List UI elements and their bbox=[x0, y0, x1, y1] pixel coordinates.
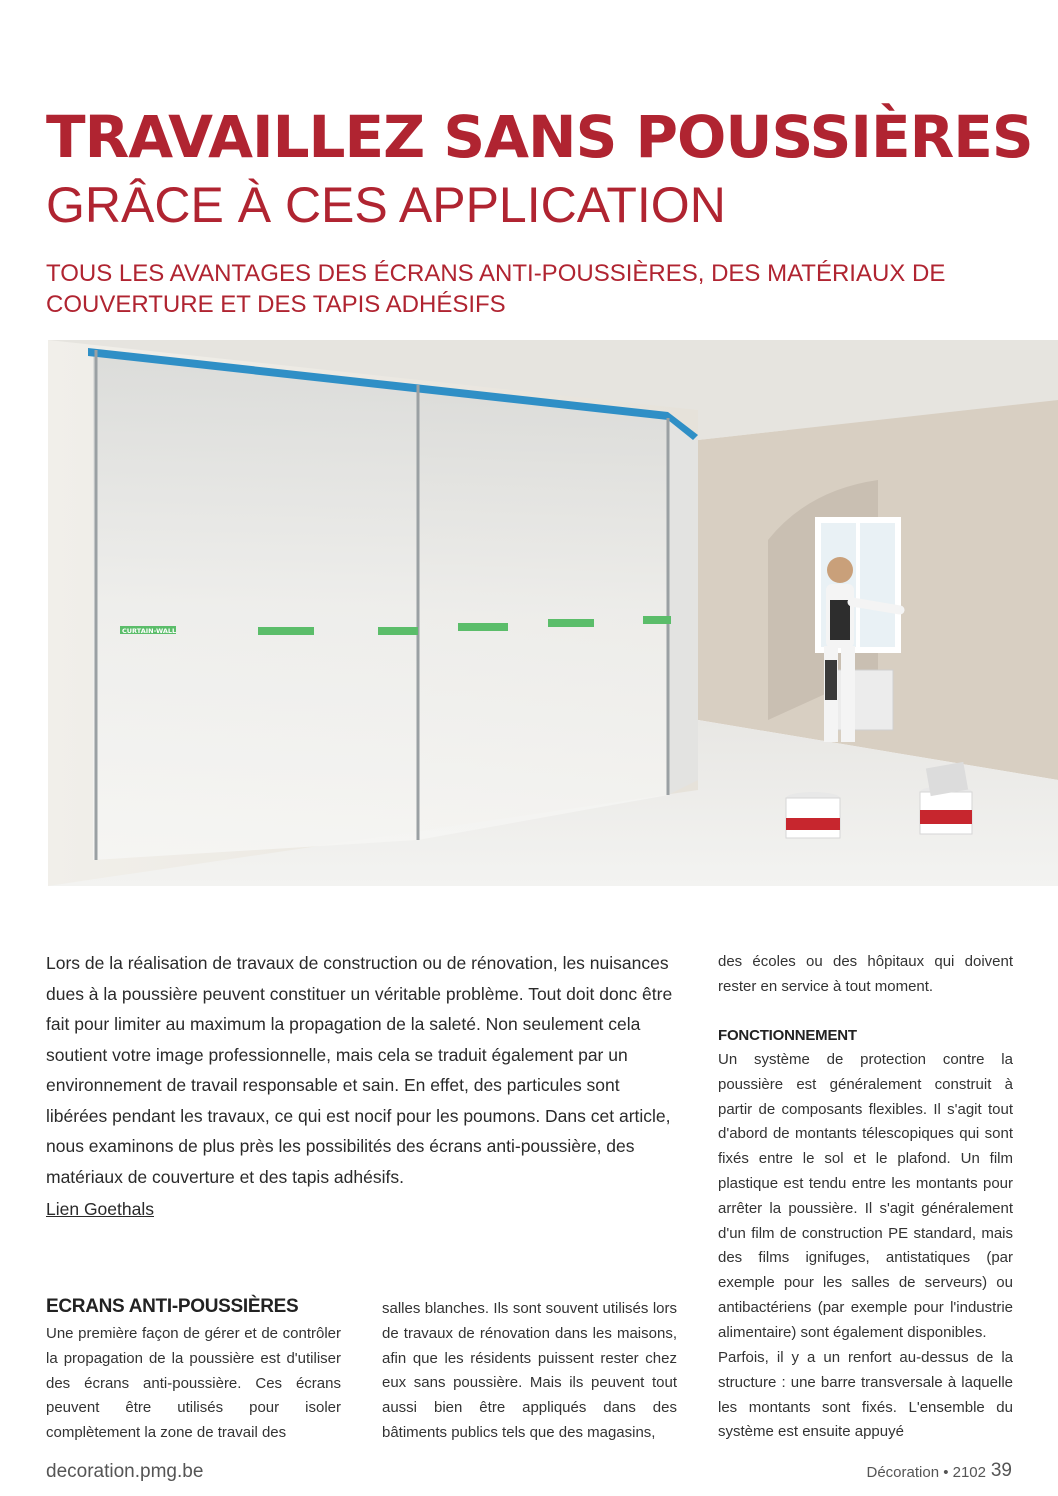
fonctionnement-paragraph-2: Parfois, il y a un renfort au-dessus de la structure : une barre transversale à laquelle les montants sont fixés. L'ensemble du système est ensuite appuyé bbox=[718, 1349, 1013, 1441]
section1-column1-text: Une première façon de gérer et de contrôler la propagation de la poussière est d'utiliser des écrans anti-poussière. Ces écrans peuvent être utilisés pour isoler complètement la zone de travail des bbox=[46, 1325, 341, 1442]
intro-heading: TOUS LES AVANTAGES DES ÉCRANS ANTI-POUSSIÈRES, DES MATÉRIAUX DE COUVERTURE ET DES TAPIS ADHÉSIFS bbox=[46, 260, 946, 318]
section1-column2-text: salles blanches. Ils sont souvent utilisés lors de travaux de rénovation dans les maisons, afin que les résidents puissent rester chez eux sans poussière. Mais ils peuvent tout aussi bien être appliqués dans des bâtiments publics tels que des magasins, bbox=[382, 1300, 677, 1441]
article-title: TRAVAILLEZ SANS POUSSIÈRES bbox=[46, 103, 1033, 171]
section-heading-fonctionnement: FONCTIONNEMENT bbox=[718, 1027, 857, 1044]
footer-website-link[interactable]: decoration.pmg.be bbox=[46, 1461, 204, 1482]
lead-paragraph: Lors de la réalisation de travaux de construction ou de rénovation, les nuisances dues à la poussière peuvent constituer un véritable problème. Tout doit donc être fait pour limiter au maximum la propagation de la saleté. Non seulement cela soutient votre image professionnelle, mais cela se traduit également par un environnement de travail responsable et sain. En effet, des particules sont libérées pendant les travaux, ce qui est nocif pour les poumons. Dans cet article, nous examinons de plus près les possibilités des écrans anti-poussière, des matériaux de couverture et des tapis adhésifs. bbox=[46, 953, 673, 1187]
dust-screen-room-illustration bbox=[48, 340, 1058, 886]
hero-photo bbox=[48, 340, 1058, 886]
page-number: 39 bbox=[990, 1460, 1012, 1481]
article-subtitle: GRÂCE À CES APPLICATION bbox=[46, 177, 726, 233]
fonctionnement-paragraph-1: Un système de protection contre la poussière est généralement construit à partir de composants flexibles. Il s'agit tout d'abord de montants télescopiques qui sont fixés entre le sol et le plafond. Un film plastique est tendu entre les montants pour arrêter la poussière. Il s'agit généralement d'un film de construction PE standard, mais des films ignifuges, antistatiques (par exemple pour les salles de serveurs) ou antibactériens (par exemple pour l'industrie alimentaire) sont également disponibles. bbox=[718, 1051, 1013, 1341]
section-heading-ecrans: ECRANS ANTI-POUSSIÈRES bbox=[46, 1296, 299, 1317]
curtain-label: CURTAIN-WALL bbox=[122, 627, 177, 635]
right-column-top-text: des écoles ou des hôpitaux qui doivent rester en service à tout moment. bbox=[718, 953, 1013, 995]
footer-magazine-issue: Décoration • 2102 bbox=[866, 1464, 986, 1481]
author-link[interactable]: Lien Goethals bbox=[46, 1199, 154, 1219]
